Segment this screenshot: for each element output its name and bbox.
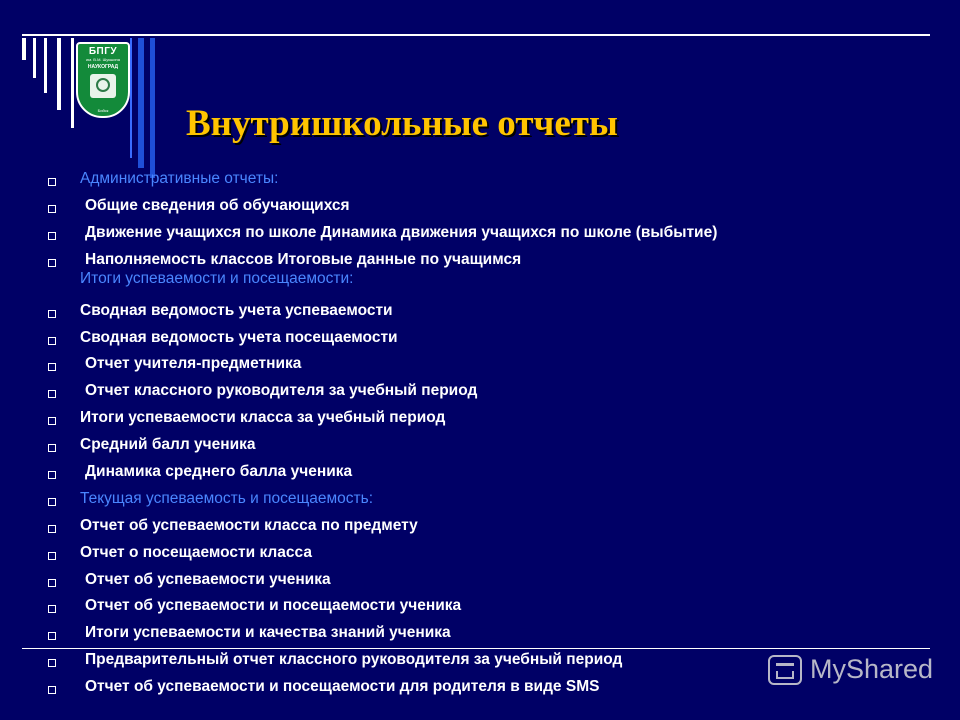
- list-item-text: Наполняемость классов Итоговые данные по учащимся: [85, 250, 522, 268]
- list-heading: [44, 490, 924, 517]
- square-bullet-icon: [48, 178, 56, 186]
- list-item: [44, 624, 924, 651]
- list-item: [44, 329, 924, 356]
- decorative-bar: [138, 38, 144, 168]
- top-divider-line: [22, 34, 930, 36]
- list-item-text: Отчет об успеваемости класса по предмету: [80, 516, 418, 534]
- list-item-text: Административные отчеты:: [80, 170, 279, 187]
- square-bullet-icon: [48, 471, 56, 479]
- square-bullet-icon: [48, 310, 56, 318]
- list-item-text: Средний балл ученика: [80, 436, 256, 454]
- list-item-text: Отчет об успеваемости ученика: [85, 570, 331, 588]
- square-bullet-icon: [48, 552, 56, 560]
- watermark-text: MyShared: [810, 654, 934, 684]
- list-item-text: Отчет об успеваемости и посещаемости для родителя в виде SMS: [85, 678, 600, 696]
- list-item-text: Текущая успеваемость и посещаемость:: [80, 489, 373, 507]
- list-item-text: Сводная ведомость учета успеваемости: [80, 301, 393, 319]
- list-item: [44, 224, 924, 251]
- list-subheading: Итоги успеваемости и посещаемости:: [80, 269, 354, 287]
- list-item-text: Предварительный отчет классного руководителя за учебный период: [85, 651, 623, 669]
- list-item-text: Отчет о посещаемости класса: [80, 543, 312, 561]
- decorative-bar: [22, 38, 26, 60]
- square-bullet-icon: [48, 605, 56, 613]
- decorative-bar: [57, 38, 61, 110]
- square-bullet-icon: [48, 205, 56, 213]
- list-item-text: Отчет классного руководителя за учебный период: [85, 382, 478, 400]
- square-bullet-icon: [48, 632, 56, 640]
- logo-top-text: БПГУ: [88, 46, 118, 57]
- decorative-bar: [150, 38, 155, 178]
- list-item: [44, 382, 924, 409]
- list-item: [44, 436, 924, 463]
- square-bullet-icon: [48, 659, 56, 667]
- list-item: [44, 355, 924, 382]
- list-item: [44, 571, 924, 598]
- list-item-text: Итоги успеваемости и качества знаний ученика: [85, 624, 451, 642]
- list-item-text: Сводная ведомость учета посещаемости: [80, 328, 398, 346]
- list-item-text: Отчет учителя-предметника: [85, 355, 302, 373]
- square-bullet-icon: [48, 232, 56, 240]
- report-list: [44, 170, 924, 705]
- logo-bottom-text: Бийск: [97, 108, 109, 113]
- slide-title: Внутришкольные отчеты: [186, 103, 618, 144]
- list-item-text: Общие сведения об обучающихся: [85, 196, 350, 214]
- decorative-bar: [44, 38, 47, 93]
- logo-mid-text: НАУКОГРАД: [87, 64, 119, 70]
- list-item: [44, 409, 924, 436]
- square-bullet-icon: [48, 686, 56, 694]
- list-item: [44, 197, 924, 224]
- logo-small-text: им. В.М. Шукшина: [86, 57, 120, 62]
- square-bullet-icon: [48, 444, 56, 452]
- list-item: [44, 517, 924, 544]
- list-item: [44, 544, 924, 571]
- logo-emblem-icon: [90, 74, 116, 98]
- square-bullet-icon: [48, 525, 56, 533]
- square-bullet-icon: [48, 337, 56, 345]
- list-item-text: Динамика среднего балла ученика: [85, 463, 353, 481]
- square-bullet-icon: [48, 579, 56, 587]
- watermark: [768, 654, 933, 685]
- square-bullet-icon: [48, 417, 56, 425]
- list-item: [44, 463, 924, 490]
- list-item-text: Итоги успеваемости класса за учебный период: [80, 409, 446, 427]
- decorative-bar: [33, 38, 36, 78]
- square-bullet-icon: [48, 363, 56, 371]
- university-logo: [76, 42, 130, 118]
- presentation-icon: [768, 655, 802, 685]
- square-bullet-icon: [48, 390, 56, 398]
- decorative-bar: [130, 38, 132, 158]
- decorative-bar: [71, 38, 74, 128]
- list-item: [44, 302, 924, 329]
- square-bullet-icon: [48, 498, 56, 506]
- list-item-text: Движение учащихся по школе Динамика движения учащихся по школе (выбытие): [85, 223, 718, 241]
- list-item-text: Отчет об успеваемости и посещаемости ученика: [85, 597, 462, 615]
- square-bullet-icon: [48, 259, 56, 267]
- list-item: [44, 597, 924, 624]
- list-item: [44, 251, 924, 302]
- list-heading: [44, 170, 924, 197]
